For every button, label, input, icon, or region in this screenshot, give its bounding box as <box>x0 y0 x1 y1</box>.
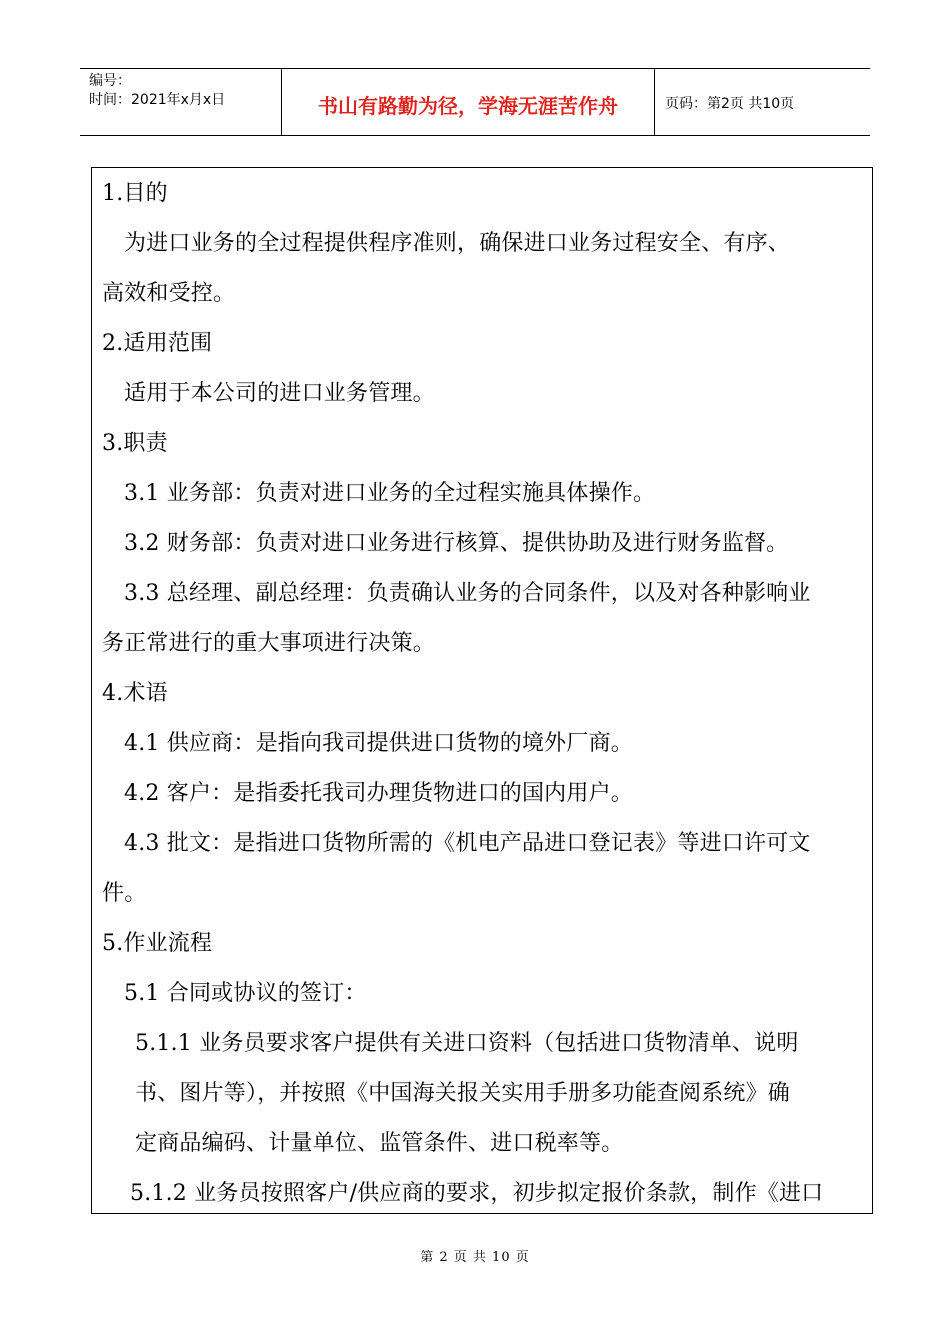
paragraph-line: 5.1.1 业务员要求客户提供有关进口资料（包括进口货物清单、说明 <box>135 1031 799 1056</box>
header-slogan: 书山有路勤为径，学海无涯苦作舟 <box>282 69 655 135</box>
paragraph-line: 4.2 客户：是指委托我司办理货物进口的国内用户。 <box>124 781 633 806</box>
content-frame <box>91 167 873 1214</box>
time-label: 时间：2021年x月x日 <box>89 92 226 108</box>
section-heading-workflow: 5.作业流程 <box>102 931 213 956</box>
paragraph-line: 3.2 财务部：负责对进口业务进行核算、提供协助及进行财务监督。 <box>124 531 789 556</box>
paragraph-line: 书、图片等），并按照《中国海关报关实用手册多功能查阅系统》确 <box>135 1081 791 1106</box>
paragraph-line: 3.3 总经理、副总经理：负责确认业务的合同条件，以及对各种影响业 <box>124 581 811 606</box>
document-header <box>80 68 870 136</box>
header-page-code: 页码：第2页 共10页 <box>665 96 795 112</box>
paragraph-line: 适用于本公司的进口业务管理。 <box>124 381 435 406</box>
paragraph-line: 3.1 业务部：负责对进口业务的全过程实施具体操作。 <box>124 481 656 506</box>
section-heading-scope: 2.适用范围 <box>102 331 213 356</box>
page-footer: 第 2 页 共 10 页 <box>420 1250 530 1265</box>
paragraph-line: 高效和受控。 <box>102 281 236 306</box>
paragraph-line: 4.3 批文：是指进口货物所需的《机电产品进口登记表》等进口许可文 <box>124 831 811 856</box>
header-meta <box>80 69 282 135</box>
section-heading-duties: 3.职责 <box>102 431 168 456</box>
paragraph-line: 定商品编码、计量单位、监管条件、进口税率等。 <box>135 1131 624 1156</box>
paragraph-line: 为进口业务的全过程提供程序准则，确保进口业务过程安全、有序、 <box>124 231 791 256</box>
paragraph-line: 件。 <box>102 881 147 906</box>
section-heading-purpose: 1.目的 <box>102 181 168 206</box>
paragraph-line: 5.1.2 业务员按照客户/供应商的要求，初步拟定报价条款，制作《进口 <box>130 1181 824 1206</box>
paragraph-line: 5.1 合同或协议的签订： <box>124 981 367 1006</box>
paragraph-line: 4.1 供应商：是指向我司提供进口货物的境外厂商。 <box>124 731 633 756</box>
number-label: 编号： <box>89 73 131 89</box>
section-heading-terms: 4.术语 <box>102 681 168 706</box>
paragraph-line: 务正常进行的重大事项进行决策。 <box>102 631 436 656</box>
